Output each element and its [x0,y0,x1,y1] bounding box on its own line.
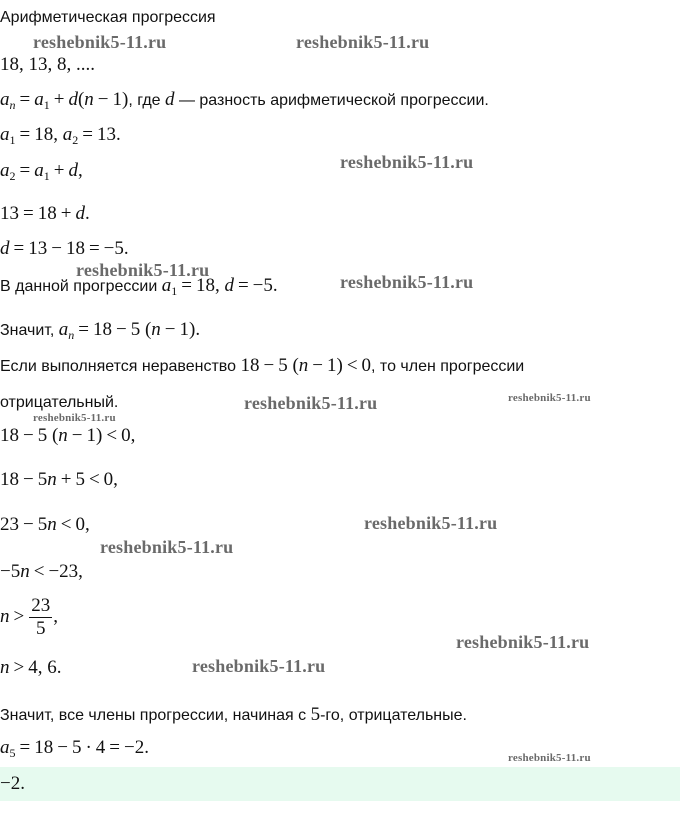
equation: 13 = 18 + d. [0,203,90,224]
watermark: reshebnik5-11.ru [192,656,326,676]
condition-line: Если выполняется неравенство 18 − 5 (n − 1) < 0, то член прогрессии [0,355,525,376]
formula-math: $a_n = a_1 + d(n - 1)$ [0,89,129,112]
equation: $a_2 = a_1 + d$, [0,160,83,183]
watermark: reshebnik5-11.ru [33,32,167,52]
conclusion-line: Значит, все члены прогрессии, начиная с 5-го, отрицательные. [0,704,467,725]
formula-line: $a_n = a_1 + d(n - 1)$, где d — разность арифметической прогрессии. [0,89,489,112]
equation: −5n < −23, [0,561,83,582]
watermark: reshebnik5-11.ru [364,513,498,533]
answer-box [0,767,680,801]
watermark: reshebnik5-11.ru [508,752,591,764]
watermark: reshebnik5-11.ru [508,392,591,404]
fraction: $\frac{23}{5}$ [31,595,51,639]
watermark: reshebnik5-11.ru [456,632,590,652]
general-term-line: Значит, $a_n = 18 - 5$ (n − 1). [0,319,201,342]
sequence: 18, 13, 8, .... [0,54,95,75]
equation: 23 − 5n < 0, [0,514,90,535]
watermark: reshebnik5-11.ru [296,32,430,52]
equation: n > 4, 6. [0,657,62,678]
equation: d = 13 − 18 = −5. [0,238,129,259]
condition-line-2: отрицательный. [0,394,119,411]
equation: 18 − 5n + 5 < 0, [0,469,118,490]
given-values: $a_1 = 18$, $a_2 = 13$. [0,124,121,147]
answer-value: −2. [0,773,25,794]
fraction-equation: n > $\frac{23}{5}$ , [0,595,58,639]
page-title: Арифметическая прогрессия [0,9,216,26]
formula-desc: — разность арифметической прогрессии. [174,92,489,109]
formula-text: , где [128,92,165,109]
watermark: reshebnik5-11.ru [100,537,234,557]
watermark: reshebnik5-11.ru [33,412,116,424]
watermark: reshebnik5-11.ru [76,260,210,280]
watermark: reshebnik5-11.ru [244,393,378,413]
equation: 18 − 5 (n − 1) < 0, [0,425,136,446]
equation: $a_5 = 18 - 5 \cdot 4 = -2$. [0,737,149,760]
watermark: reshebnik5-11.ru [340,152,474,172]
watermark: reshebnik5-11.ru [340,272,474,292]
given-line: В данной прогрессии $a_1 = 18$, d = −5. [0,275,278,298]
